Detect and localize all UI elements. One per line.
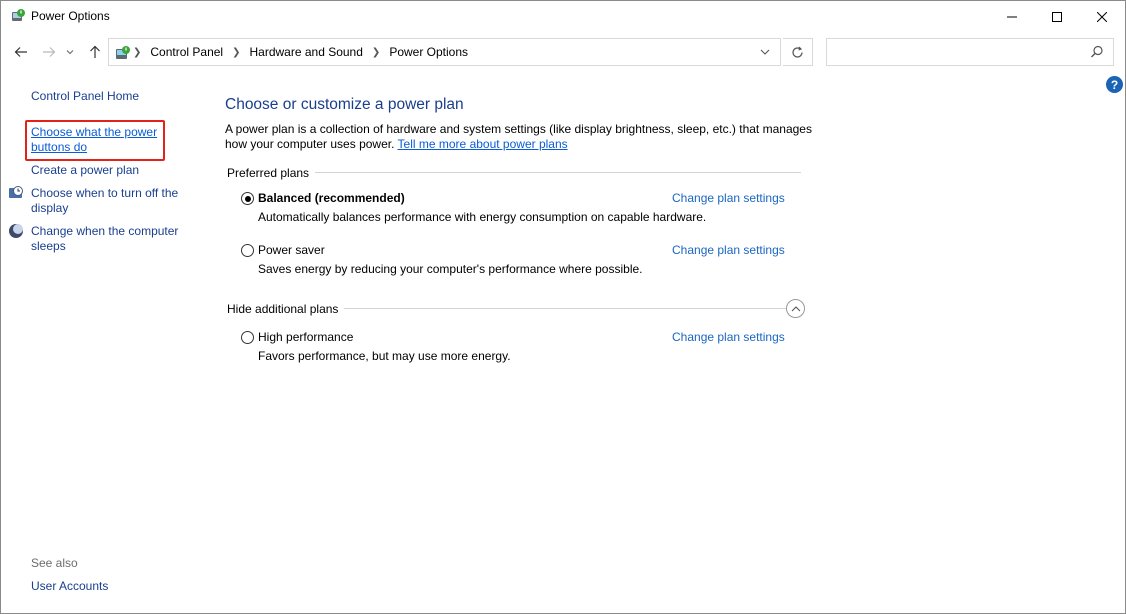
control-panel-icon	[113, 44, 131, 62]
hide-additional-plans-label[interactable]: Hide additional plans	[227, 302, 344, 316]
refresh-button[interactable]	[783, 38, 813, 66]
arrow-left-icon	[14, 46, 28, 58]
create-power-plan-link[interactable]: Create a power plan	[31, 163, 140, 177]
collapse-button[interactable]	[786, 299, 805, 318]
window-title: Power Options	[31, 9, 110, 23]
see-also-heading: See also	[31, 556, 78, 570]
display-clock-icon	[8, 185, 24, 201]
maximize-button[interactable]	[1034, 1, 1080, 32]
address-bar[interactable]	[108, 38, 781, 66]
learn-more-link[interactable]: Tell me more about power plans	[397, 137, 568, 151]
balanced-plan-name[interactable]: Balanced (recommended)	[258, 191, 405, 205]
computer-sleeps-link[interactable]: Change when the computer sleeps	[31, 224, 179, 253]
turn-off-display-link[interactable]: Choose when to turn off the display	[31, 186, 179, 215]
page-title: Choose or customize a power plan	[225, 96, 464, 113]
recent-locations-button[interactable]	[63, 41, 77, 63]
crumb-power-options[interactable]: Power Options	[389, 45, 469, 59]
high-performance-plan-desc: Favors performance, but may use more energy.	[258, 349, 511, 363]
chevron-right-icon[interactable]: ❯	[232, 46, 241, 58]
page-description	[225, 122, 815, 152]
balanced-change-settings-link[interactable]: Change plan settings	[672, 191, 785, 205]
high-performance-plan-name[interactable]: High performance	[258, 330, 354, 344]
crumb-control-panel[interactable]: Control Panel	[150, 45, 224, 59]
power-saver-radio[interactable]	[241, 244, 254, 257]
arrow-up-icon	[89, 45, 101, 59]
chevron-up-icon	[791, 306, 801, 312]
arrow-right-icon	[42, 46, 56, 58]
chevron-right-icon[interactable]: ❯	[371, 46, 381, 58]
sleep-moon-icon	[8, 223, 24, 239]
chevron-down-icon[interactable]	[758, 44, 772, 60]
chevron-right-icon[interactable]: ❯	[133, 46, 142, 58]
description-text: A power plan is a collection of hardware and system settings (like display brightness, sleep, etc.) that manages how your computer uses power.	[225, 122, 812, 151]
user-accounts-link[interactable]: User Accounts	[31, 579, 109, 593]
power-saver-change-settings-link[interactable]: Change plan settings	[672, 243, 785, 257]
power-options-icon	[10, 8, 26, 24]
title-bar	[1, 1, 1125, 32]
help-icon[interactable]: ?	[1106, 76, 1123, 93]
minimize-button[interactable]	[989, 1, 1035, 32]
search-icon	[1090, 45, 1104, 59]
balanced-plan-desc: Automatically balances performance with energy consumption on capable hardware.	[258, 210, 707, 224]
forward-button[interactable]	[39, 41, 59, 63]
search-input[interactable]	[826, 38, 1114, 66]
preferred-plans-label: Preferred plans	[227, 166, 315, 180]
back-button[interactable]	[11, 41, 31, 63]
chevron-down-icon	[66, 49, 74, 55]
high-performance-change-settings-link[interactable]: Change plan settings	[672, 330, 785, 344]
power-saver-plan-name[interactable]: Power saver	[258, 243, 325, 257]
control-panel-home-link[interactable]: Control Panel Home	[31, 89, 140, 103]
breadcrumb	[133, 45, 468, 59]
power-buttons-link[interactable]: Choose what the power buttons do	[31, 125, 158, 154]
balanced-radio[interactable]	[241, 192, 254, 205]
power-saver-plan-desc: Saves energy by reducing your computer's performance where possible.	[258, 262, 643, 276]
close-button[interactable]	[1079, 1, 1125, 32]
high-performance-radio[interactable]	[241, 331, 254, 344]
refresh-icon	[791, 46, 804, 59]
crumb-hardware-and-sound[interactable]: Hardware and Sound	[249, 45, 363, 59]
up-button[interactable]	[85, 41, 105, 63]
